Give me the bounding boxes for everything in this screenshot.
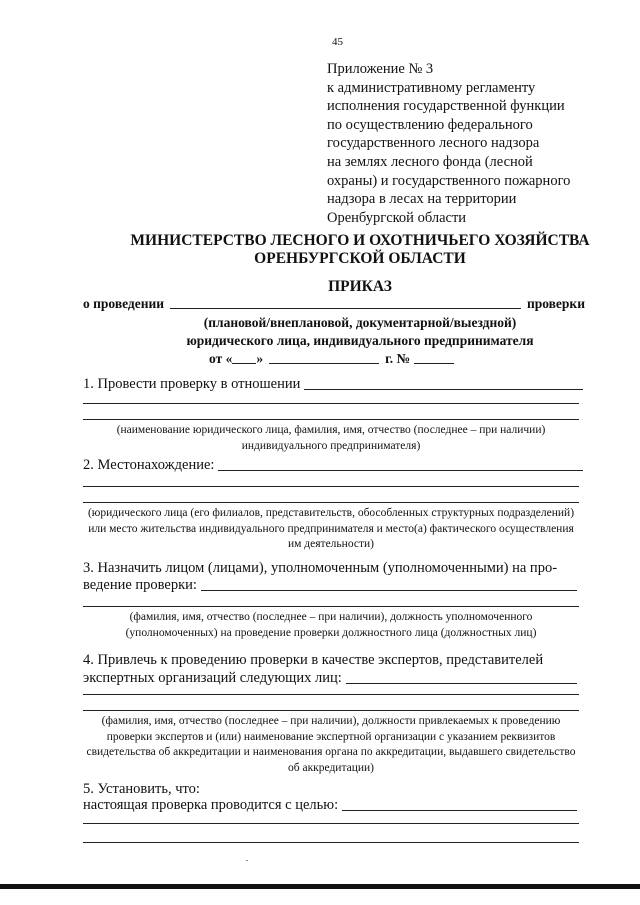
order-about-suffix: проверки [526, 296, 585, 311]
appendix-line: Приложение № 3 [327, 61, 434, 77]
item-5-line-3[interactable] [83, 823, 579, 824]
item-5-line-1: 5. Установить, что: [83, 781, 200, 797]
order-subject-blank[interactable] [170, 308, 521, 309]
item-2-blank[interactable] [218, 470, 583, 471]
date-mid: » [256, 351, 264, 366]
item-5-line-4[interactable] [83, 842, 579, 843]
item-2-line-3[interactable] [83, 502, 579, 503]
item-5-blank[interactable] [342, 810, 577, 811]
item-4-label: экспертных организаций следующих лиц: [83, 670, 342, 686]
order-number-blank[interactable] [414, 362, 454, 364]
item-1-label: 1. Провести проверку в отношении [83, 376, 301, 392]
number-label: г. № [385, 351, 411, 366]
item-4-line-3[interactable] [83, 694, 579, 695]
item-3-line-3[interactable] [83, 606, 579, 607]
appendix-line: охраны) и государственного пожарного [327, 172, 571, 189]
order-type-line: (плановой/внеплановой, документарной/выездной) [203, 315, 517, 330]
item-4-line-1: 4. Привлечь к проведению проверки в качестве экспертов, представителей [83, 652, 544, 668]
order-subject-type-line: юридического лица, индивидуального предпринимателя [186, 333, 534, 348]
ministry-line-1: МИНИСТЕРСТВО ЛЕСНОГО И ОХОТНИЧЬЕГО ХОЗЯЙСТВА [130, 232, 590, 249]
appendix-block [327, 60, 597, 227]
scan-speck [246, 860, 248, 861]
item-3-row [83, 577, 577, 594]
appendix-line: государственного лесного надзора [327, 135, 540, 152]
appendix-line: Оренбургской области [327, 209, 467, 226]
scan-bottom-edge [0, 884, 640, 889]
appendix-line: надзора в лесах на территории [327, 191, 517, 208]
item-4-blank[interactable] [346, 683, 577, 684]
order-about-prefix: о проведении [83, 296, 165, 311]
item-2-line-2[interactable] [83, 486, 579, 487]
item-2-note: (юридического лица (его филиалов, представительств, обособленных структурных подразделений) или место жительства индивидуального предпринимателя и место(а) фактического осуществления им деятельности) [87, 507, 575, 550]
order-title: ПРИКАЗ [328, 278, 392, 295]
date-day-blank[interactable] [232, 362, 256, 364]
item-2-label: 2. Местонахождение: [83, 457, 215, 473]
item-3-line-1: 3. Назначить лицом (лицами), уполномоченным (уполномоченными) на про- [83, 560, 558, 576]
item-3-note: (фамилия, имя, отчество (последнее – при наличии), должность уполномоченного (уполномоченных) на проведение проверки должностного лица (должностных лиц) [125, 611, 537, 639]
appendix-line: к административному регламенту [327, 79, 536, 96]
ministry-line-2: ОРЕНБУРГСКОЙ ОБЛАСТИ [254, 250, 466, 267]
item-5-row [83, 797, 577, 814]
item-1-line-2[interactable] [83, 403, 579, 404]
page-number: 45 [332, 36, 343, 48]
ministry-heading [80, 232, 640, 268]
order-subject-line [83, 296, 585, 312]
appendix-line: по осуществлению федерального [327, 116, 533, 133]
order-date-line [209, 351, 454, 367]
item-4-line-4[interactable] [83, 710, 579, 711]
item-1-blank[interactable] [304, 389, 583, 390]
item-4-row [83, 670, 577, 687]
item-1-row [83, 376, 583, 393]
item-2-row [83, 457, 583, 474]
item-1-line-3[interactable] [83, 419, 579, 420]
item-3-label: ведение проверки: [83, 577, 197, 593]
item-3-blank[interactable] [201, 590, 577, 591]
item-5-label: настоящая проверка проводится с целью: [83, 797, 339, 813]
item-4-note: (фамилия, имя, отчество (последнее – при наличии), должности привлекаемых к проведению проверки экспертов и (или) наименование экспертной организации с указанием реквизитов свидетельства об аккредитации и наименования органа по аккредитации, выдавшего свидетельство об аккредитации) [86, 715, 576, 774]
date-prefix: от « [209, 351, 233, 366]
appendix-line: исполнения государственной функции [327, 98, 565, 115]
date-month-blank[interactable] [269, 362, 379, 364]
item-1-note: (наименование юридического лица, фамилия, имя, отчество (последнее – при наличии) индивидуального предпринимателя) [116, 424, 546, 452]
appendix-line: на землях лесного фонда (лесной [327, 153, 533, 170]
